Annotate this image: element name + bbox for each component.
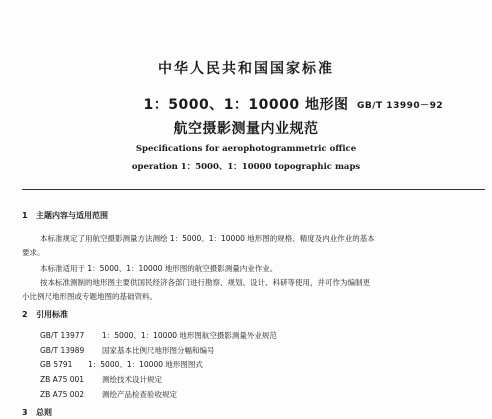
reference-title: 测绘产品检查验收规定 bbox=[102, 390, 177, 399]
section-title: 总则 bbox=[36, 408, 52, 417]
section-number: 3 bbox=[22, 408, 28, 417]
section-number: 2 bbox=[22, 310, 28, 319]
section-number: 1 bbox=[22, 211, 28, 220]
section-2-heading bbox=[22, 309, 68, 320]
paragraph-line: 小比例尺地形图或专题地图的基础资料。 bbox=[22, 292, 157, 301]
reference-code: ZB A75 002 bbox=[40, 390, 85, 399]
reference-code: GB 5791 bbox=[40, 360, 73, 369]
reference-title: 1：5000、1：10000 地形图航空摄影测量外业规范 bbox=[102, 331, 277, 340]
document-title-line-1: 1：5000、1：10000 地形图 bbox=[143, 97, 349, 113]
reference-title: 测绘技术设计规定 bbox=[102, 375, 162, 384]
section-1-heading bbox=[22, 210, 108, 221]
paragraph-line: 本标准适用于 1：5000、1：10000 地形图的航空摄影测量内业作业。 bbox=[40, 264, 278, 273]
english-title-line-1: Specifications for aerophotogrammetric office bbox=[135, 144, 357, 154]
reference-row bbox=[40, 389, 177, 400]
reference-code: GB/T 13977 bbox=[40, 331, 85, 340]
reference-row bbox=[40, 359, 203, 370]
paragraph-line: 本标准规定了用航空摄影测量方法测绘 1：5000、1：10000 地形图的规格、精度及内业作业的基本 bbox=[40, 234, 375, 243]
reference-row bbox=[40, 330, 277, 341]
english-title-line-2: operation 1：5000、1：10000 topographic maps bbox=[131, 162, 361, 172]
section-3-heading bbox=[22, 407, 52, 418]
paragraph-line: 要求。 bbox=[22, 248, 45, 257]
section-title: 主题内容与适用范围 bbox=[36, 211, 108, 220]
reference-code: GB/T 13989 bbox=[40, 346, 85, 355]
reference-code: ZB A75 001 bbox=[40, 375, 85, 384]
reference-row bbox=[40, 345, 215, 356]
section-title: 引用标准 bbox=[36, 310, 68, 319]
document-title-line-2: 航空摄影测量内业规范 bbox=[173, 121, 319, 137]
reference-title: 国家基本比例尺地形图分幅和编号 bbox=[102, 346, 215, 355]
paragraph-line: 按本标准测制的地形图主要供国民经济各部门进行勘察、规划、设计、科研等使用，并可作为编制更 bbox=[40, 278, 370, 287]
national-standard-heading: 中华人民共和国国家标准 bbox=[158, 61, 334, 77]
reference-row bbox=[40, 374, 162, 385]
header-divider bbox=[22, 189, 485, 190]
reference-title: 1：5000、1：10000 地形图图式 bbox=[88, 360, 203, 369]
standard-code: GB/T 13990－92 bbox=[357, 101, 444, 111]
